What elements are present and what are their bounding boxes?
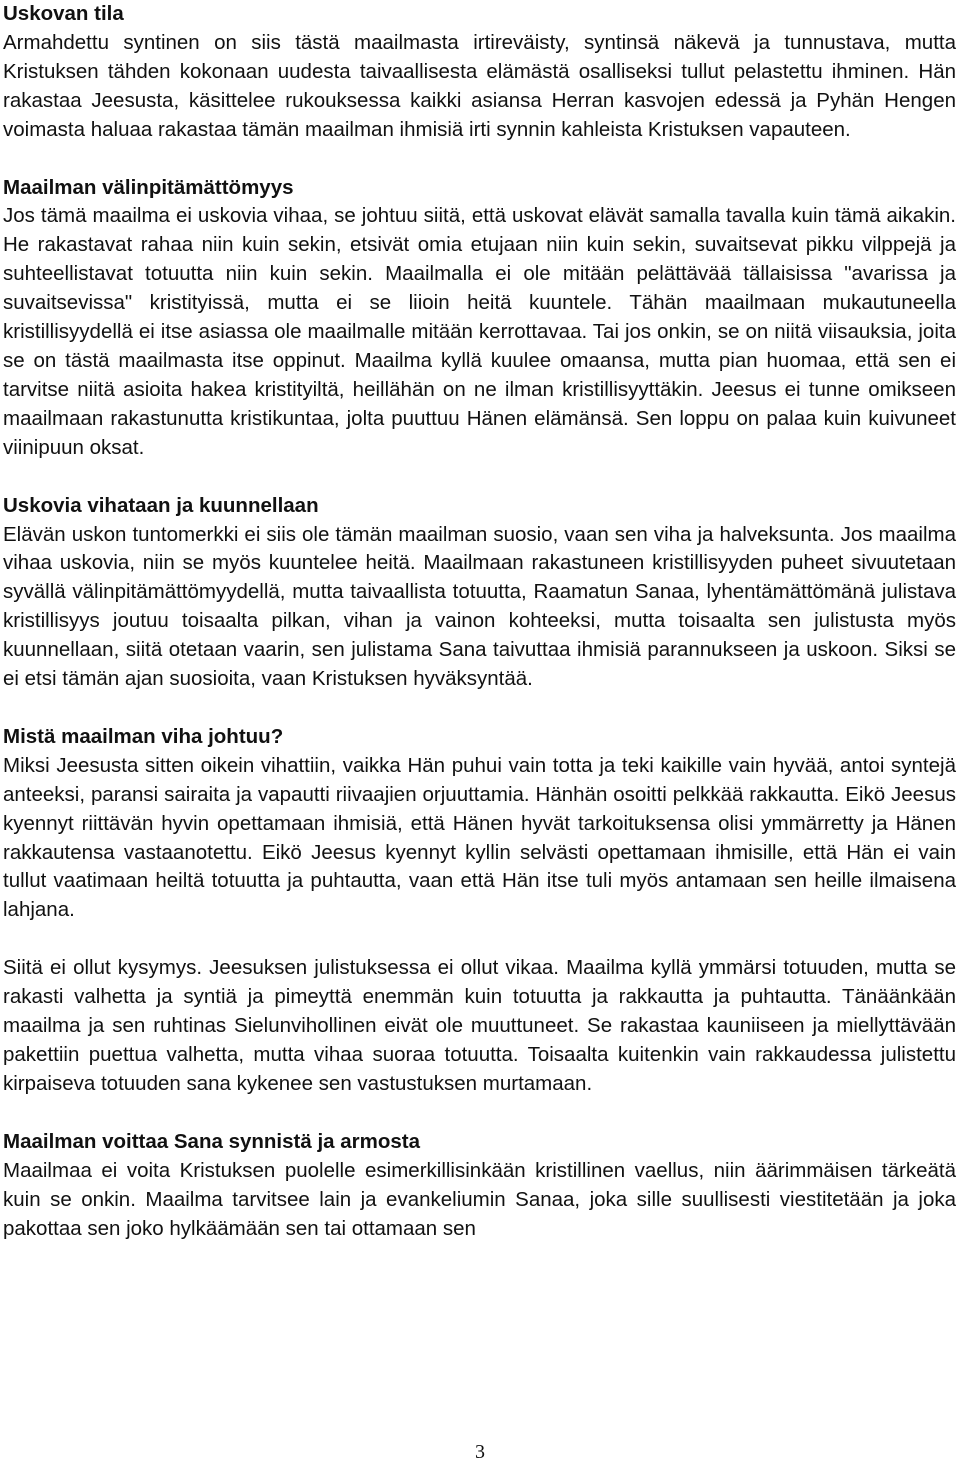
section-uskovia-vihataan: [3, 492, 956, 694]
paragraph: Maailmaa ei voita Kristuksen puolelle esimerkillisinkään kristillinen vaellus, niin äärimmäisen tärkeätä kuin se onkin. Maailma tarvitsee lain ja evankeliumin Sanaa, joka sille suullisesti viestitetään ja joka pakottaa sen joko hylkäämään sen tai ottamaan sen: [3, 1158, 956, 1240]
section-heading: Maailman voittaa Sana synnistä ja armosta: [3, 1129, 420, 1153]
spacer: [3, 925, 956, 954]
paragraph: Armahdettu syntinen on siis tästä maailmasta irtireväisty, syntinsä näkevä ja tunnustava, mutta Kristuksen tähden kokonaan uudesta taivaallisesta elämästä osalliseksi tullut pelastettu ihminen. Hän rakastaa Jeesusta, käsittelee rukouksessa kaikki asiansa Herran kasvojen edessä ja Pyhän Hengen voimasta haluaa rakastaa tämän maailman ihmisiä irti synnin kahleista Kristuksen vapauteen.: [3, 30, 956, 141]
spacer: [3, 694, 956, 723]
section-heading: Maailman välinpitämättömyys: [3, 175, 294, 199]
spacer: [3, 145, 956, 174]
section-mista-maailman-viha: [3, 723, 956, 1099]
section-maailman-valinpitamattomyys: [3, 174, 956, 463]
spacer: [3, 463, 956, 492]
section-heading: Uskovia vihataan ja kuunnellaan: [3, 493, 319, 517]
paragraph: Siitä ei ollut kysymys. Jeesuksen julistuksessa ei ollut vikaa. Maailma kyllä ymmärsi totuuden, mutta se rakasti valhetta ja syntiä ja pimeyttä enemmän kuin totuutta ja rakkautta ja puhtautta. Tänäänkään maailma ja sen ruhtinas Sielunvihollinen eivät ole muuttuneet. Se rakastaa kauniiseen ja miellyttävään pakettiin puettua valhetta, mutta vihaa suoraa totuutta. Toisaalta kuitenkin vain rakkaudessa julistettu kirpaiseva totuuden sana kykenee sen vastustuksen murtamaan.: [3, 956, 956, 1095]
section-uskovan-tila: [3, 0, 956, 145]
section-heading: Uskovan tila: [3, 2, 124, 25]
paragraph: Miksi Jeesusta sitten oikein vihattiin, vaikka Hän puhui vain totta ja teki kaikille vain hyvää, antoi syntejä anteeksi, paransi sairaita ja vapautti riivaajien orjuuttamia. Hänhän osoitti pelkkää rakkautta. Eikö Jeesus kyennyt riittävän hyvin opettamaan ihmisiä, että Hänen hyvät tarkoituksensa olisi ymmärretty ja Hänen rakkautensa vastaanotettu. Eikö Jeesus kyennyt kyllin selvästi opettamaan ihmisille, että Hän ei vain tullut vaatimaan heiltä totuutta ja puhtautta, vaan että Hän itse tuli myös antamaan sen heille ilmaisena lahjana.: [3, 753, 956, 922]
section-heading: Mistä maailman viha johtuu?: [3, 724, 284, 748]
section-maailman-voittaa-sana: [3, 1128, 956, 1244]
paragraph: Jos tämä maailma ei uskovia vihaa, se johtuu siitä, että uskovat elävät samalla tavalla kuin tämä aikakin. He rakastavat rahaa niin kuin sekin, etsivät omia etujaan niin kuin sekin, suvaitsevat pikku vilppejä ja suhteellistavat totuutta niin kuin sekin. Maailmalla ei ole mitään pelättävää tällaisissa "avarissa ja suvaitsevissa" kristityissä, mutta ei se liioin heitä kuuntele. Tähän maailmaan mukautuneella kristillisyydellä ei itse asiassa ole maailmalle mitään kerrottavaa. Tai jos onkin, se on niitä viisauksia, joita se on tästä maailmasta itse oppinut. Maailma kyllä kuulee omaansa, mutta pian huomaa, että sen ei tarvitse niitä asioita hakea kristityiltä, heillähän on ne ilman kristillisyyttäkin. Jeesus ei tunne omikseen maailmaan rakastunutta kristikuntaa, jolta puuttuu Hänen elämänsä. Sen loppu on palaa kuin kuivuneet viinipuun oksat.: [3, 204, 956, 459]
page-number: 3: [475, 1441, 485, 1463]
document-page: [3, 0, 956, 1243]
paragraph: Elävän uskon tuntomerkki ei siis ole tämän maailman suosio, vaan sen viha ja halveksunta. Jos maailma vihaa uskovia, niin se myös kuuntelee heitä. Maailmaan rakastuneen kristillisyyden puheet sivuutetaan syvällä välinpitämättömyydellä, mutta taivaallista totuutta, Raamatun Sanaa, lyhentämättömänä julistava kristillisyys joutuu toisaalta pilkan, vihan ja vainon kohteeksi, mutta toisaalta sen julistusta myös kuunnellaan, siitä otetaan vaarin, sen julistama Sana taivuttaa ihmisiä parannukseen ja uskoon. Siksi se ei etsi tämän ajan suosioita, vaan Kristuksen hyväksyntää.: [3, 522, 956, 691]
spacer: [3, 1099, 956, 1128]
